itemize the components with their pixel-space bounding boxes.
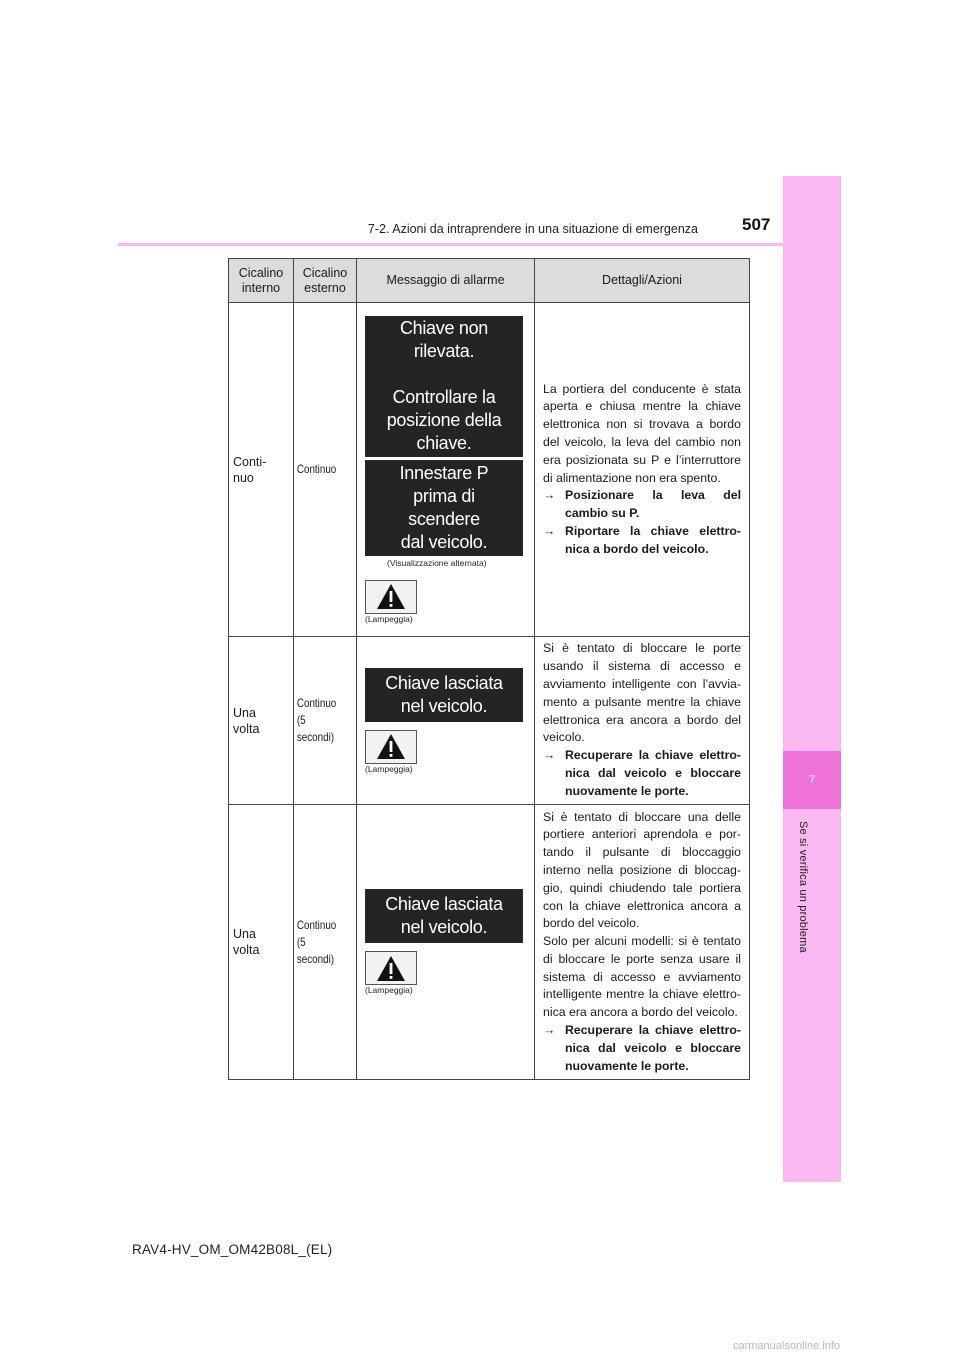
action-text: Posizionare la leva del cambio su P. — [565, 488, 741, 521]
flashing-caption: (Lampeggia) — [365, 763, 413, 774]
header-external-buzzer: Cicalino esterno — [294, 259, 357, 303]
action-item — [543, 1022, 741, 1075]
external-buzzer-cell: Continuo (5 secondi) — [294, 637, 346, 805]
warning-message-cell — [357, 637, 535, 805]
table-row — [229, 805, 750, 1080]
arrow-icon: → — [543, 488, 556, 503]
chapter-number: 7 — [783, 751, 841, 809]
display-message: Chiave non rilevata. Controllare la posizione della chiave. — [365, 316, 523, 457]
details-text: Si è tentato di bloccare una delle portiere anteriori aprendola e por-tando il pulsante di bloccaggio interno nella posizione di bloccag-gio, quindi chiudendo tale portiera con la chiave elettronica ancora a bordo del veicolo. — [543, 809, 741, 931]
internal-buzzer-cell: Una volta — [229, 805, 294, 1080]
internal-buzzer-cell: Conti- nuo — [229, 303, 294, 637]
header-divider — [118, 243, 841, 246]
flashing-caption: (Lampeggia) — [365, 985, 413, 995]
document-code: RAV4-HV_OM_OM42B08L_(EL) — [132, 1242, 333, 1257]
arrow-icon: → — [543, 748, 556, 763]
warning-message-cell — [357, 805, 535, 1080]
table-header-row — [229, 259, 750, 303]
chapter-title: Se si verifica un problema — [797, 821, 809, 953]
watermark: carmanualsonline.info — [733, 1340, 841, 1352]
action-text: Riportare la chiave elettro-nica a bordo del veicolo. — [565, 523, 741, 556]
external-buzzer-cell: Continuo — [294, 303, 346, 637]
details-cell — [535, 637, 750, 805]
display-message: Chiave lasciata nel veicolo. — [365, 668, 523, 722]
header-internal-buzzer: Cicalino interno — [229, 259, 294, 303]
details-text: Si è tentato di bloccare le porte usando il sistema di accesso e avviamento intelligente con l’avvia-mento a pulsante mentre la chiave elettronica era ancora a bordo del veicolo. — [543, 641, 741, 745]
alternating-caption: (Visualizzazione alternata) — [387, 557, 487, 568]
arrow-icon: → — [543, 1023, 556, 1038]
details-cell — [535, 805, 750, 1080]
display-message: Innestare P prima di scendere dal veicolo. — [365, 460, 523, 556]
arrow-icon: → — [543, 523, 556, 538]
warning-triangle-icon — [365, 730, 417, 764]
external-buzzer-cell: Continuo (5 secondi) — [294, 805, 346, 1080]
page-number: 507 — [742, 215, 771, 234]
action-item — [543, 523, 741, 559]
internal-buzzer-cell: Una volta — [229, 637, 294, 805]
flashing-caption: (Lampeggia) — [365, 613, 413, 624]
warning-triangle-icon — [365, 951, 417, 985]
table-row — [229, 637, 750, 805]
details-text: La portiera del conducente è stata aperta e chiusa mentre la chiave elettronica non si trovava a bordo del veicolo, la leva del cambio non era posizionata su P e l’interruttore di alimentazione non era spento. — [543, 381, 741, 485]
header-details-actions: Dettagli/Azioni — [535, 259, 750, 303]
action-text: Recuperare la chiave elettro-nica dal veicolo e bloccare nuovamente le porte. — [565, 748, 741, 798]
section-title: 7-2. Azioni da intraprendere in una situazione di emergenza — [367, 222, 698, 236]
warning-message-cell — [357, 303, 535, 637]
table-row — [229, 303, 750, 637]
action-item — [543, 487, 741, 523]
chapter-side-tab — [783, 176, 841, 1182]
warning-table — [228, 258, 750, 1080]
details-text-models: Solo per alcuni modelli: si è tentato di bloccare le porte senza usare il sistema di accesso e avviamento intelligente mentre la chiave elettro-nica era ancora a bordo del veicolo. — [543, 934, 741, 1020]
display-message: Chiave lasciata nel veicolo. — [365, 889, 523, 943]
details-cell — [535, 303, 750, 637]
action-item — [543, 747, 741, 800]
header-warning-message: Messaggio di allarme — [357, 259, 535, 303]
action-text: Recuperare la chiave elettro-nica dal veicolo e bloccare nuovamente le porte. — [565, 1023, 741, 1073]
warning-triangle-icon — [365, 580, 417, 614]
